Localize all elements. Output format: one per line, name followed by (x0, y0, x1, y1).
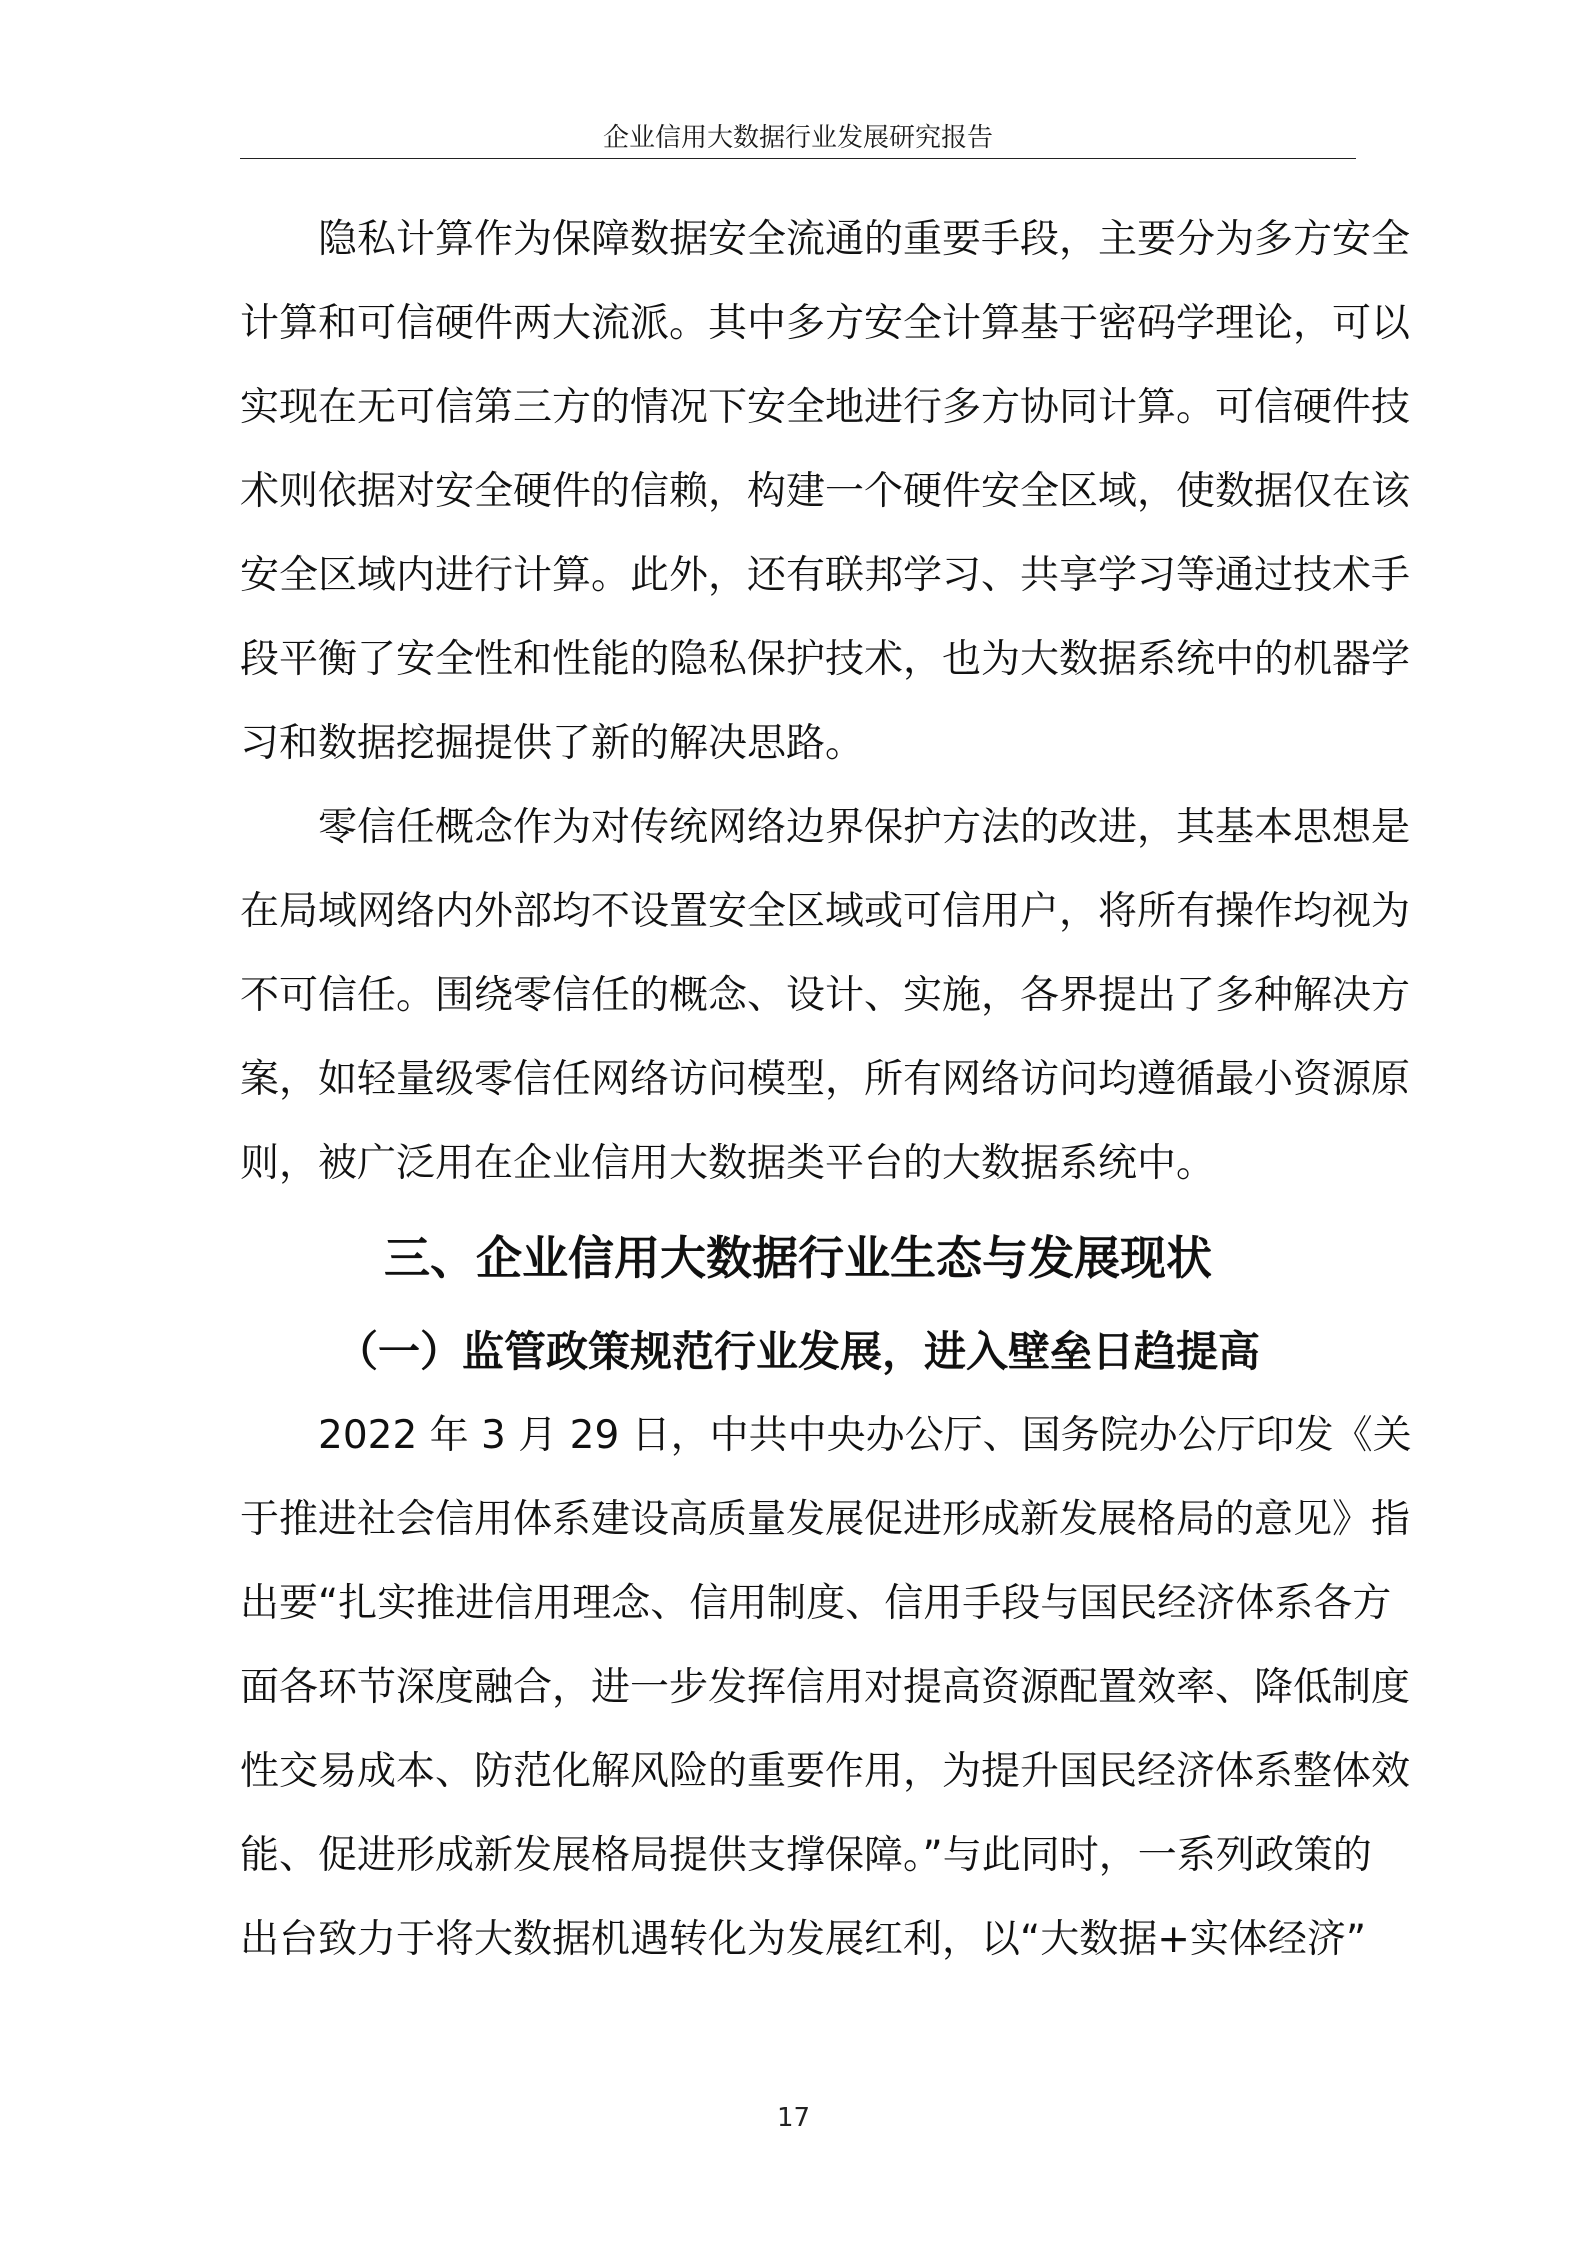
header-divider (240, 158, 1356, 159)
text-line: 出台致力于将大数据机遇转化为发展红利，以“大数据+实体经济” (240, 1917, 1367, 1962)
section-heading: 三、企业信用大数据行业生态与发展现状 (384, 1231, 1212, 1285)
text-line: 计算和可信硬件两大流派。其中多方安全计算基于密码学理论，可以 (240, 301, 1411, 346)
paragraph-zero-trust (240, 786, 1411, 1206)
text-line: 性交易成本、防范化解风险的重要作用，为提升国民经济体系整体效 (240, 1749, 1411, 1794)
text-line: 术则依据对安全硬件的信赖，构建一个硬件安全区域，使数据仅在该 (240, 469, 1411, 514)
running-header: 企业信用大数据行业发展研究报告 (602, 123, 993, 153)
page-number: 17 (776, 2103, 811, 2133)
text-line: 出要“扎实推进信用理念、信用制度、信用手段与国民经济体系各方 (240, 1581, 1392, 1626)
text-line: 案，如轻量级零信任网络访问模型，所有网络访问均遵循最小资源原 (240, 1057, 1411, 1102)
text-line: 不可信任。围绕零信任的概念、设计、实施，各界提出了多种解决方 (240, 973, 1411, 1018)
paragraph-privacy-computing (240, 198, 1411, 786)
text-line: 安全区域内进行计算。此外，还有联邦学习、共享学习等通过技术手 (240, 553, 1411, 598)
text-line: 于推进社会信用体系建设高质量发展促进形成新发展格局的意见》指 (240, 1497, 1411, 1542)
subsection-heading: （一）监管政策规范行业发展，进入壁垒日趋提高 (335, 1327, 1260, 1376)
text-line: 习和数据挖掘提供了新的解决思路。 (240, 721, 865, 766)
text-line: 段平衡了安全性和性能的隐私保护技术，也为大数据系统中的机器学 (240, 637, 1411, 682)
text-line: 隐私计算作为保障数据安全流通的重要手段，主要分为多方安全 (318, 217, 1411, 262)
text-line: 面各环节深度融合，进一步发挥信用对提高资源配置效率、降低制度 (240, 1665, 1411, 1710)
text-line: 在局域网络内外部均不设置安全区域或可信用户，将所有操作均视为 (240, 889, 1411, 934)
text-line: 2022 年 3 月 29 日，中共中央办公厅、国务院办公厅印发《关 (318, 1413, 1412, 1458)
text-line: 则，被广泛用在企业信用大数据类平台的大数据系统中。 (240, 1141, 1216, 1186)
text-line: 实现在无可信第三方的情况下安全地进行多方协同计算。可信硬件技 (240, 385, 1411, 430)
text-line: 能、促进形成新发展格局提供支撑保障。”与此同时，一系列政策的 (240, 1833, 1372, 1878)
page-body (240, 198, 1412, 1982)
paragraph-policy (240, 1394, 1412, 1982)
text-line: 零信任概念作为对传统网络边界保护方法的改进，其基本思想是 (318, 805, 1411, 850)
